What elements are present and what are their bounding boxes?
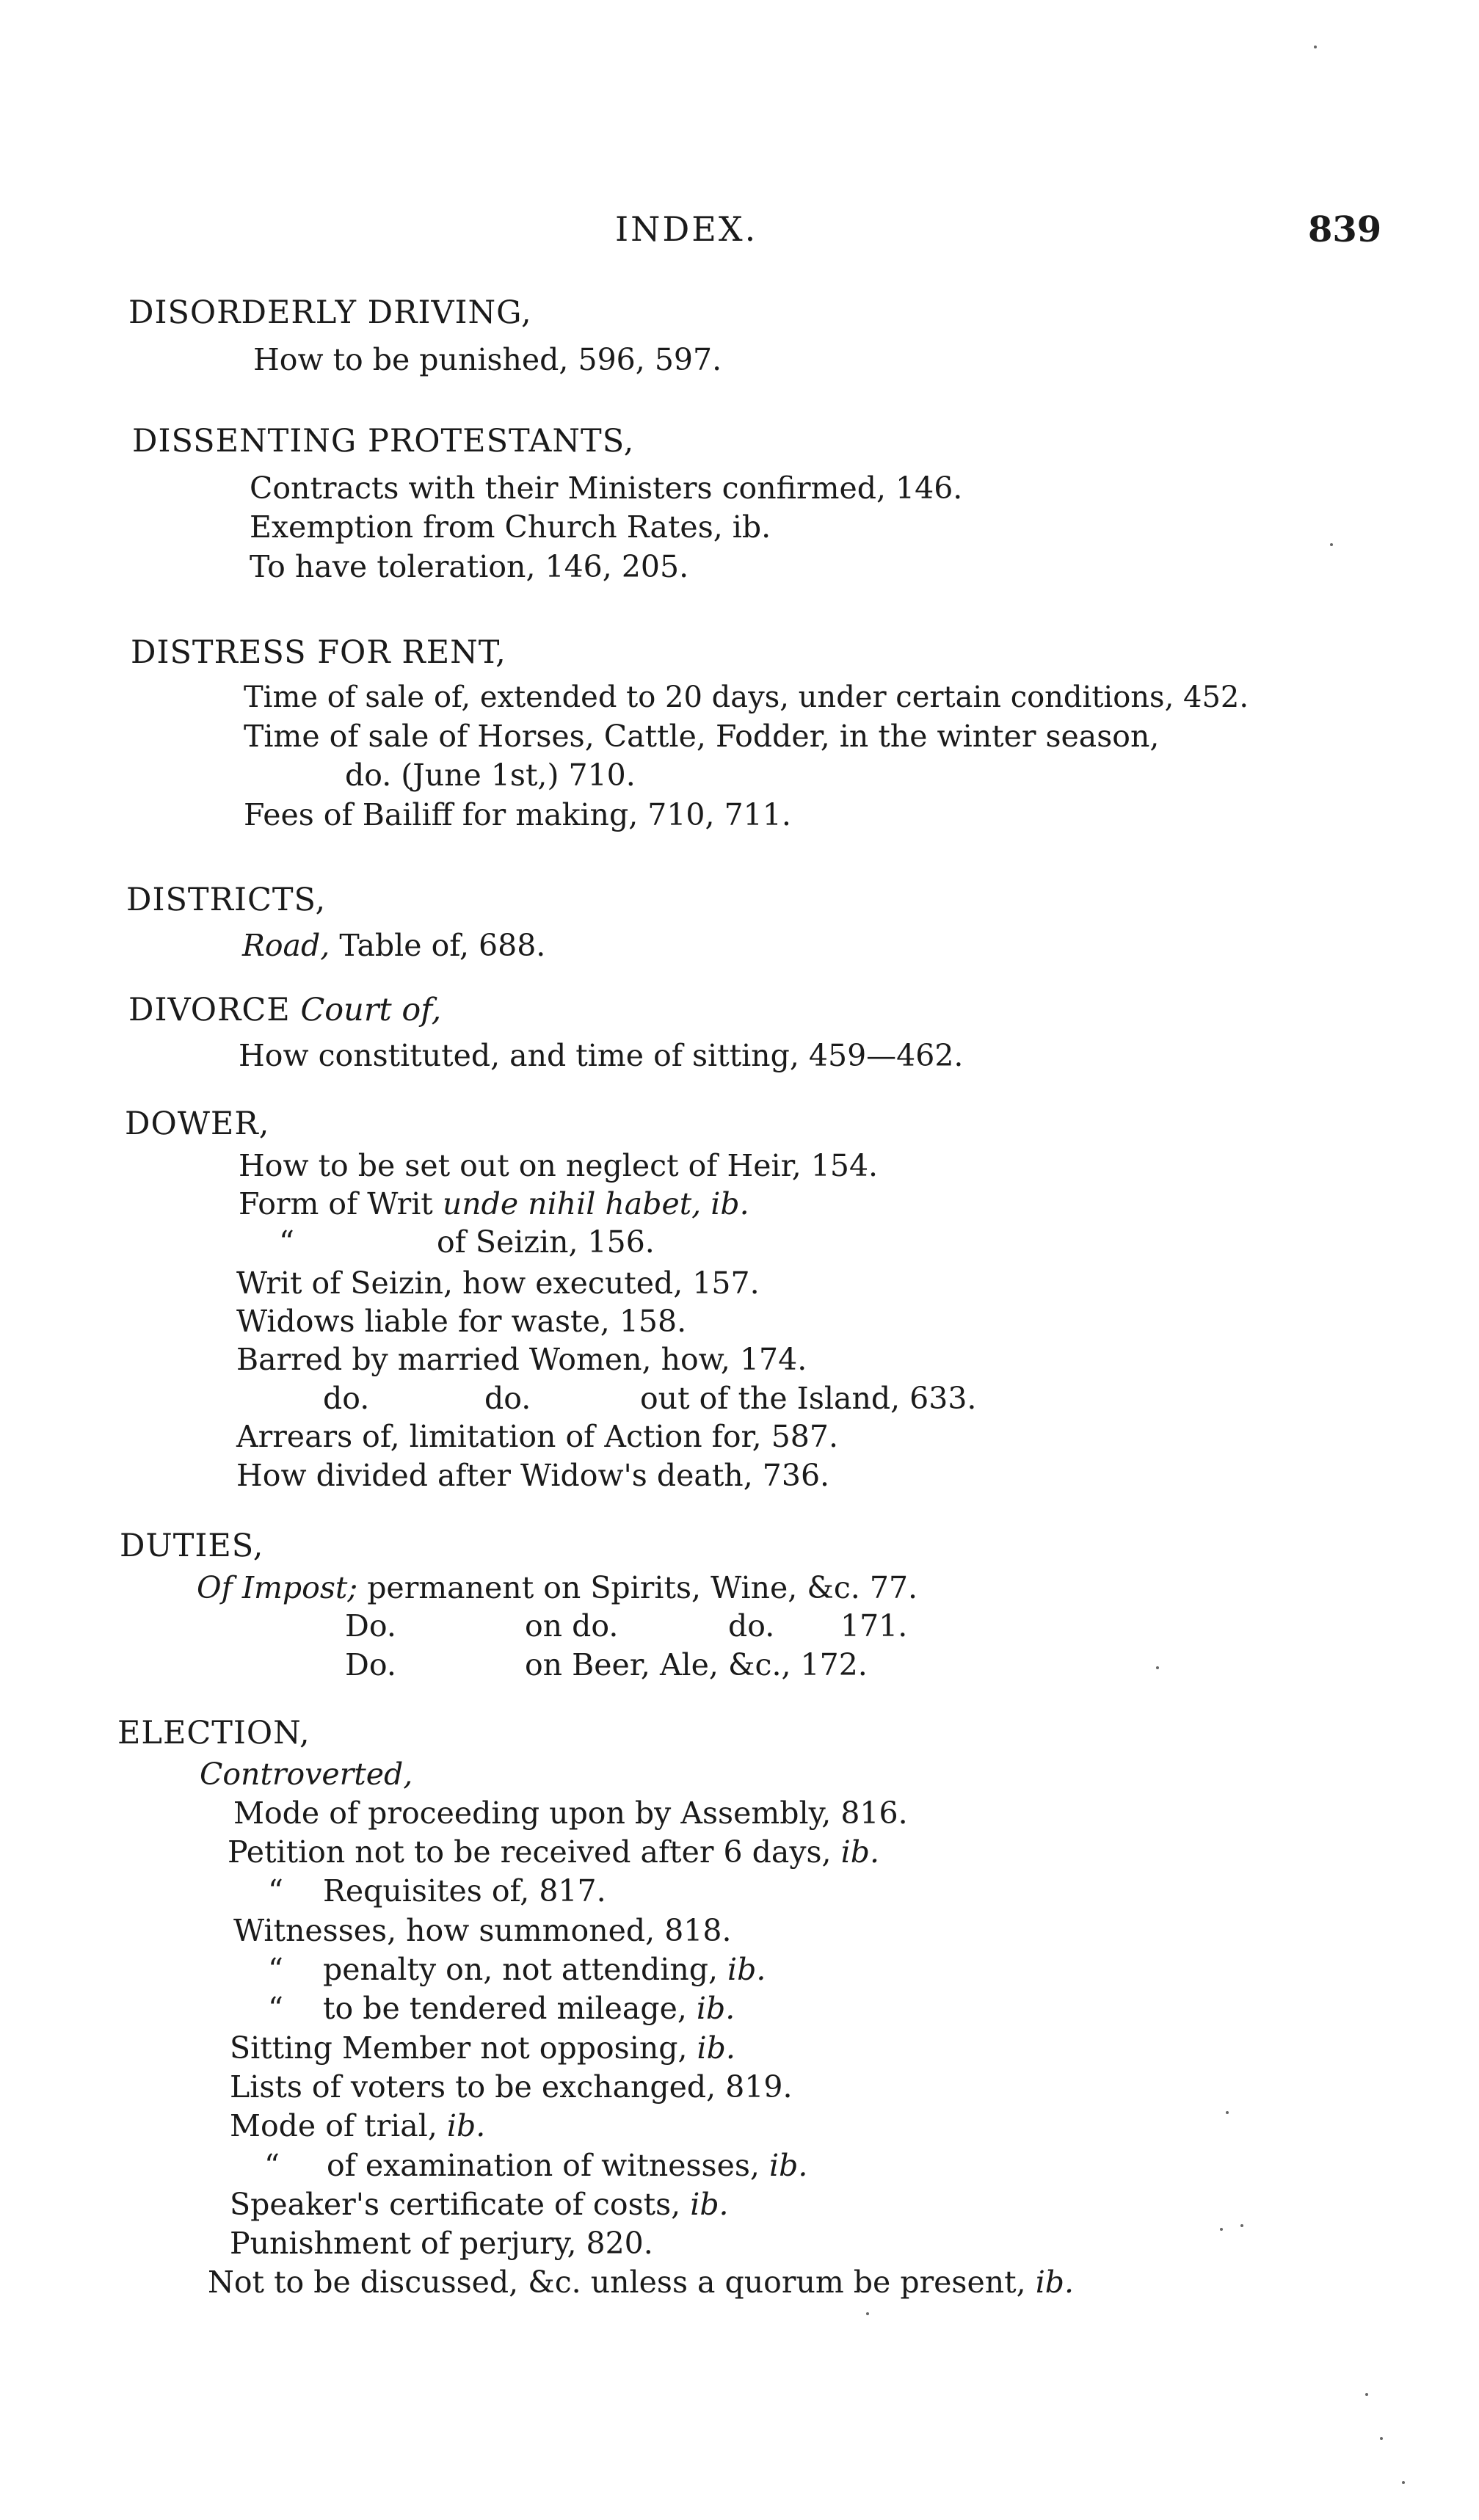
- italic-term: ib.: [446, 2108, 486, 2143]
- index-entry: Lists of voters to be exchanged, 819.: [230, 2069, 793, 2105]
- index-entry: on Beer, Ale, &c., 172.: [525, 1647, 868, 1682]
- ditto-mark: “: [268, 1952, 283, 1987]
- scan-speck: [866, 2312, 869, 2315]
- index-entry: Widows liable for waste, 158.: [236, 1304, 687, 1339]
- index-heading-election: ELECTION,: [117, 1715, 310, 1751]
- index-heading-dower: DOWER,: [125, 1105, 270, 1142]
- index-entry-text: Exemption from Church Rates, ib.: [250, 509, 771, 545]
- italic-term: ib.: [690, 2187, 729, 2222]
- scan-speck: [1402, 2481, 1405, 2484]
- index-entry: [250, 509, 771, 545]
- index-entry: How constituted, and time of sitting, 459—462.: [239, 1038, 964, 1073]
- index-heading-dissenting-protestants: DISSENTING PROTESTANTS,: [132, 423, 635, 460]
- index-entry: Writ of Seizin, how executed, 157.: [236, 1266, 760, 1301]
- italic-term: ib.: [727, 1952, 766, 1987]
- index-entry: [208, 2267, 1074, 2298]
- index-heading-distress-for-rent: DISTRESS FOR RENT,: [131, 634, 506, 671]
- index-entry: Mode of proceeding upon by Assembly, 816.: [233, 1795, 908, 1831]
- page-header: [0, 209, 1479, 253]
- index-entry: Contracts with their Ministers confirmed, 146.: [250, 471, 963, 506]
- scan-speck: [1240, 2224, 1243, 2227]
- scan-speck: [1380, 2437, 1383, 2440]
- index-entry: Time of sale of Horses, Cattle, Fodder, in the winter season,: [244, 719, 1160, 754]
- index-entry: How to be punished, 596, 597.: [253, 342, 722, 377]
- scan-speck: [1220, 2228, 1223, 2231]
- index-entry-text: to be tendered mileage,: [323, 1991, 697, 2026]
- index-entry-text: Speaker's certificate of costs,: [230, 2187, 691, 2222]
- scan-speck: [1226, 2111, 1229, 2114]
- sub-heading: Controverted,: [200, 1757, 413, 1792]
- index-entry: Requisites of, 817.: [323, 1873, 606, 1909]
- index-entry: [230, 2108, 486, 2143]
- index-entry: [230, 2030, 735, 2066]
- index-entry: [197, 1570, 918, 1605]
- index-entry-text: Form of Writ: [239, 1186, 443, 1221]
- index-entry: [239, 1186, 749, 1221]
- index-entry: Arrears of, limitation of Action for, 587.: [236, 1419, 838, 1454]
- index-entry-text: penalty on, not attending,: [323, 1952, 728, 1987]
- index-heading-districts: DISTRICTS,: [126, 882, 327, 918]
- index-heading-disorderly-driving: DISORDERLY DRIVING,: [128, 294, 532, 331]
- index-entry: [323, 1991, 735, 2026]
- italic-term: Of Impost;: [197, 1570, 358, 1605]
- italic-term: ib.: [1035, 2265, 1075, 2300]
- index-entry-text: of examination of witnesses,: [327, 2148, 769, 2183]
- index-entry: Witnesses, how summoned, 818.: [233, 1913, 732, 1948]
- index-heading-divorce: [128, 992, 442, 1028]
- italic-term: ib.: [840, 1834, 880, 1870]
- index-entry: To have toleration, 146, 205.: [250, 549, 689, 584]
- ditto-word: Do.: [345, 1647, 396, 1682]
- index-entry: [228, 1834, 880, 1870]
- ditto-word: do.: [484, 1381, 531, 1416]
- index-entry: do. (June 1st,) 710.: [345, 758, 636, 793]
- ditto-word: on do.: [525, 1608, 619, 1644]
- index-entry-text: permanent on Spirits, Wine, &c. 77.: [357, 1570, 918, 1605]
- running-title: INDEX.: [615, 209, 758, 249]
- page-ref: 171.: [840, 1608, 908, 1644]
- italic-term: ib.: [697, 2030, 735, 2066]
- index-entry: [230, 2187, 729, 2222]
- ditto-mark: “: [268, 1991, 283, 2026]
- ditto-mark: “: [268, 1873, 283, 1909]
- index-entry: [242, 928, 546, 963]
- page-number: 839: [1308, 209, 1382, 250]
- index-entry-text: Not to be discussed, &c. unless a quorum be present,: [208, 2265, 1036, 2300]
- index-entry: [327, 2148, 808, 2183]
- index-entry-text: Mode of trial,: [230, 2108, 447, 2143]
- index-entry: [323, 1952, 766, 1987]
- index-entry: Barred by married Women, how, 174.: [236, 1342, 807, 1377]
- index-entry-text: Sitting Member not opposing,: [230, 2030, 697, 2066]
- ditto-word: do.: [728, 1608, 775, 1644]
- italic-term: Road,: [242, 928, 330, 963]
- index-entry: of Seizin, 156.: [437, 1224, 655, 1260]
- index-entry: Time of sale of, extended to 20 days, under certain conditions, 452.: [244, 680, 1249, 714]
- italic-term: Court of,: [290, 992, 442, 1028]
- scan-speck: [1330, 543, 1333, 546]
- index-heading-duties: DUTIES,: [120, 1528, 264, 1564]
- ditto-word: do.: [323, 1381, 370, 1416]
- heading-text: DIVORCE: [128, 992, 291, 1028]
- index-entry: How to be set out on neglect of Heir, 154.: [239, 1148, 879, 1183]
- italic-term: unde nihil habet, ib.: [442, 1186, 749, 1221]
- index-entry: out of the Island, 633.: [640, 1381, 977, 1416]
- scan-speck: [1156, 1666, 1159, 1669]
- index-entry-text: Table of, 688.: [330, 928, 546, 963]
- index-entry: Punishment of perjury, 820.: [230, 2226, 653, 2261]
- ditto-mark: “: [279, 1224, 294, 1260]
- index-entry-text: Petition not to be received after 6 days,: [228, 1834, 841, 1870]
- index-entry: Fees of Bailiff for making, 710, 711.: [244, 797, 791, 832]
- italic-term: ib.: [696, 1991, 735, 2026]
- italic-term: ib.: [768, 2148, 808, 2183]
- index-entry: How divided after Widow's death, 736.: [236, 1458, 830, 1493]
- ditto-mark: “: [264, 2148, 280, 2183]
- scan-speck: [1314, 46, 1317, 48]
- ditto-word: Do.: [345, 1608, 396, 1644]
- scan-speck: [1365, 2393, 1368, 2396]
